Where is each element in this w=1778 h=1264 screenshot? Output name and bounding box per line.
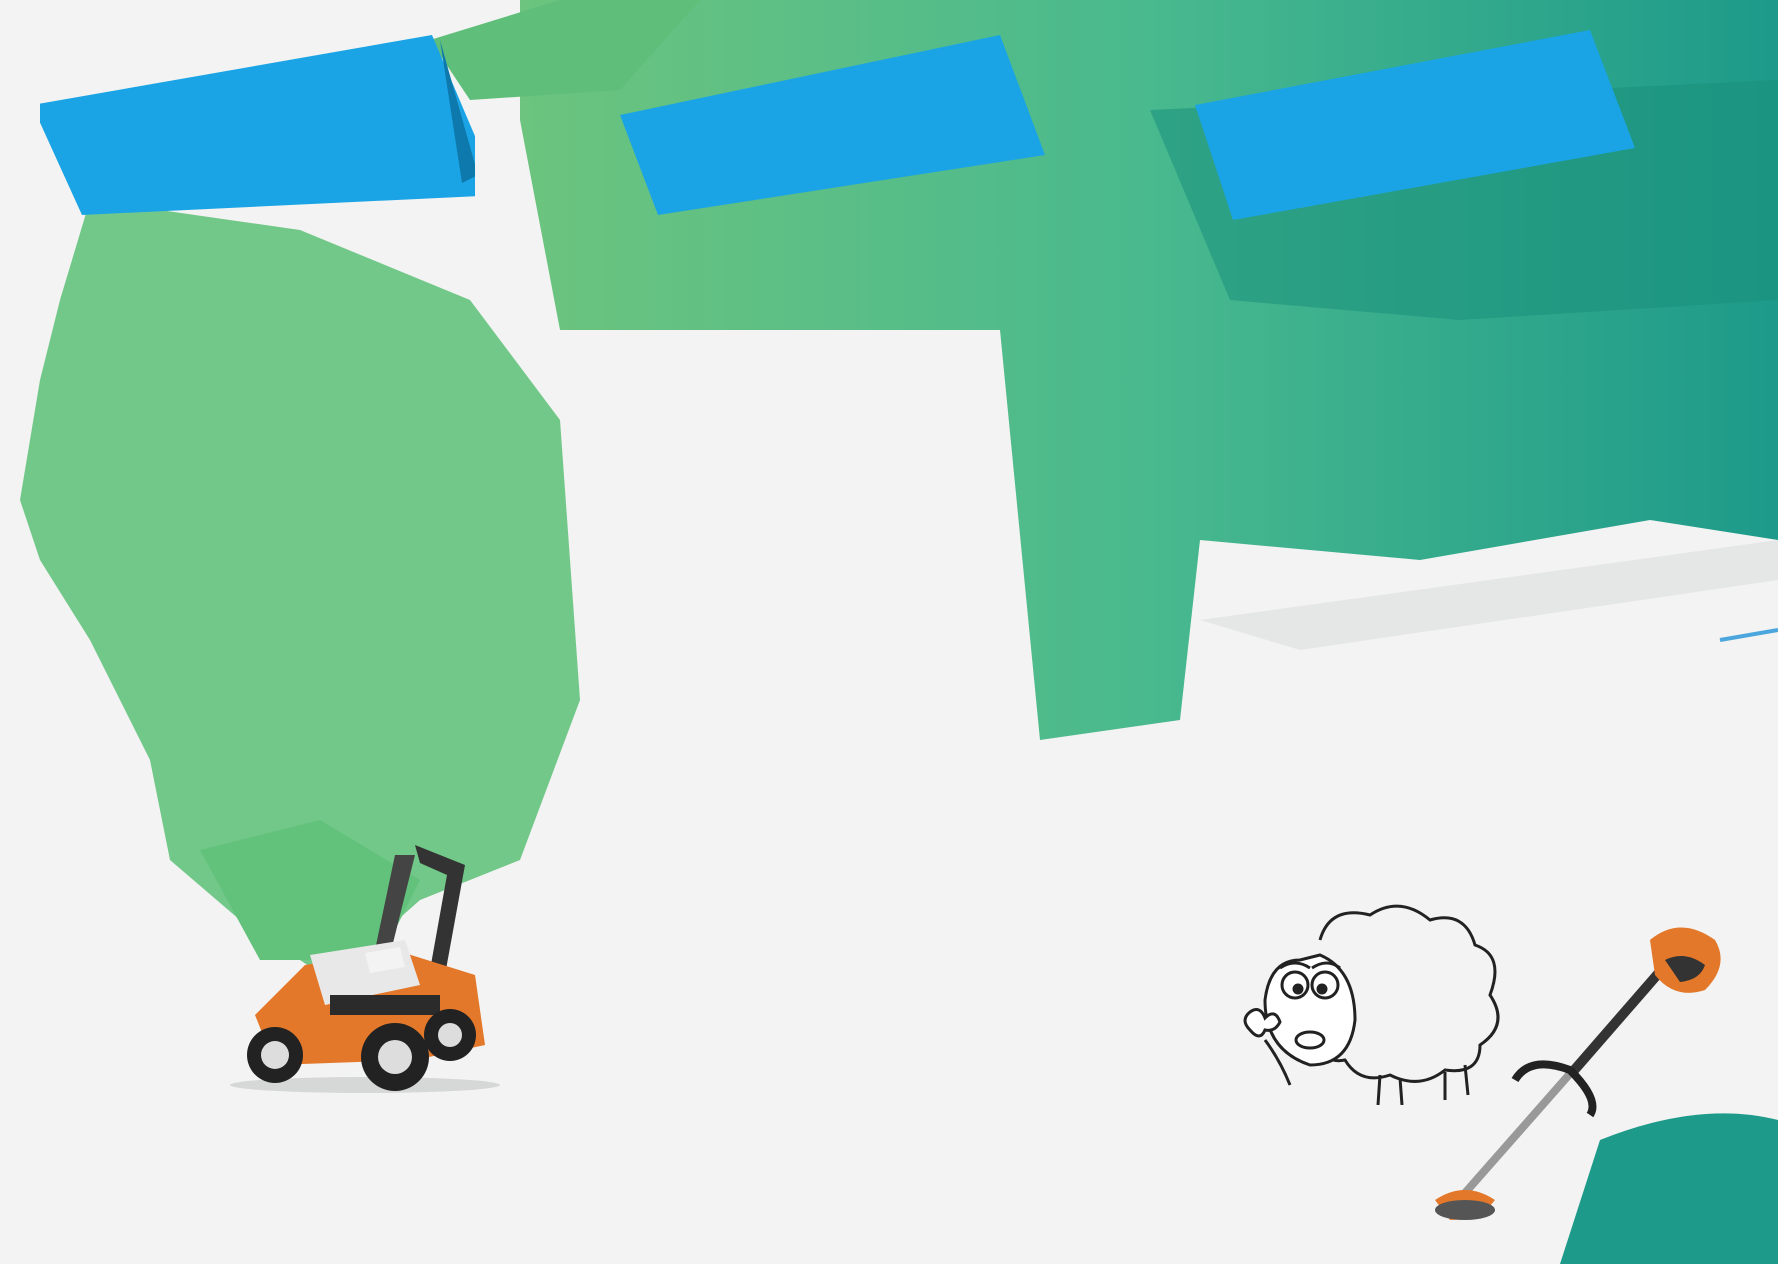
lawn-mower-illustration xyxy=(215,845,515,1095)
banner-forfait-autoportee xyxy=(620,35,1050,215)
table-forfait-autoportee xyxy=(580,190,1180,1080)
banner-forfait-materiel-portatif xyxy=(1195,30,1635,220)
banner-forfait-tondeuse xyxy=(40,35,475,215)
table-forfait-tondeuse xyxy=(30,210,590,850)
table-forfait-materiel-portatif xyxy=(1210,196,1710,916)
brushcutter-illustration xyxy=(1420,920,1750,1240)
